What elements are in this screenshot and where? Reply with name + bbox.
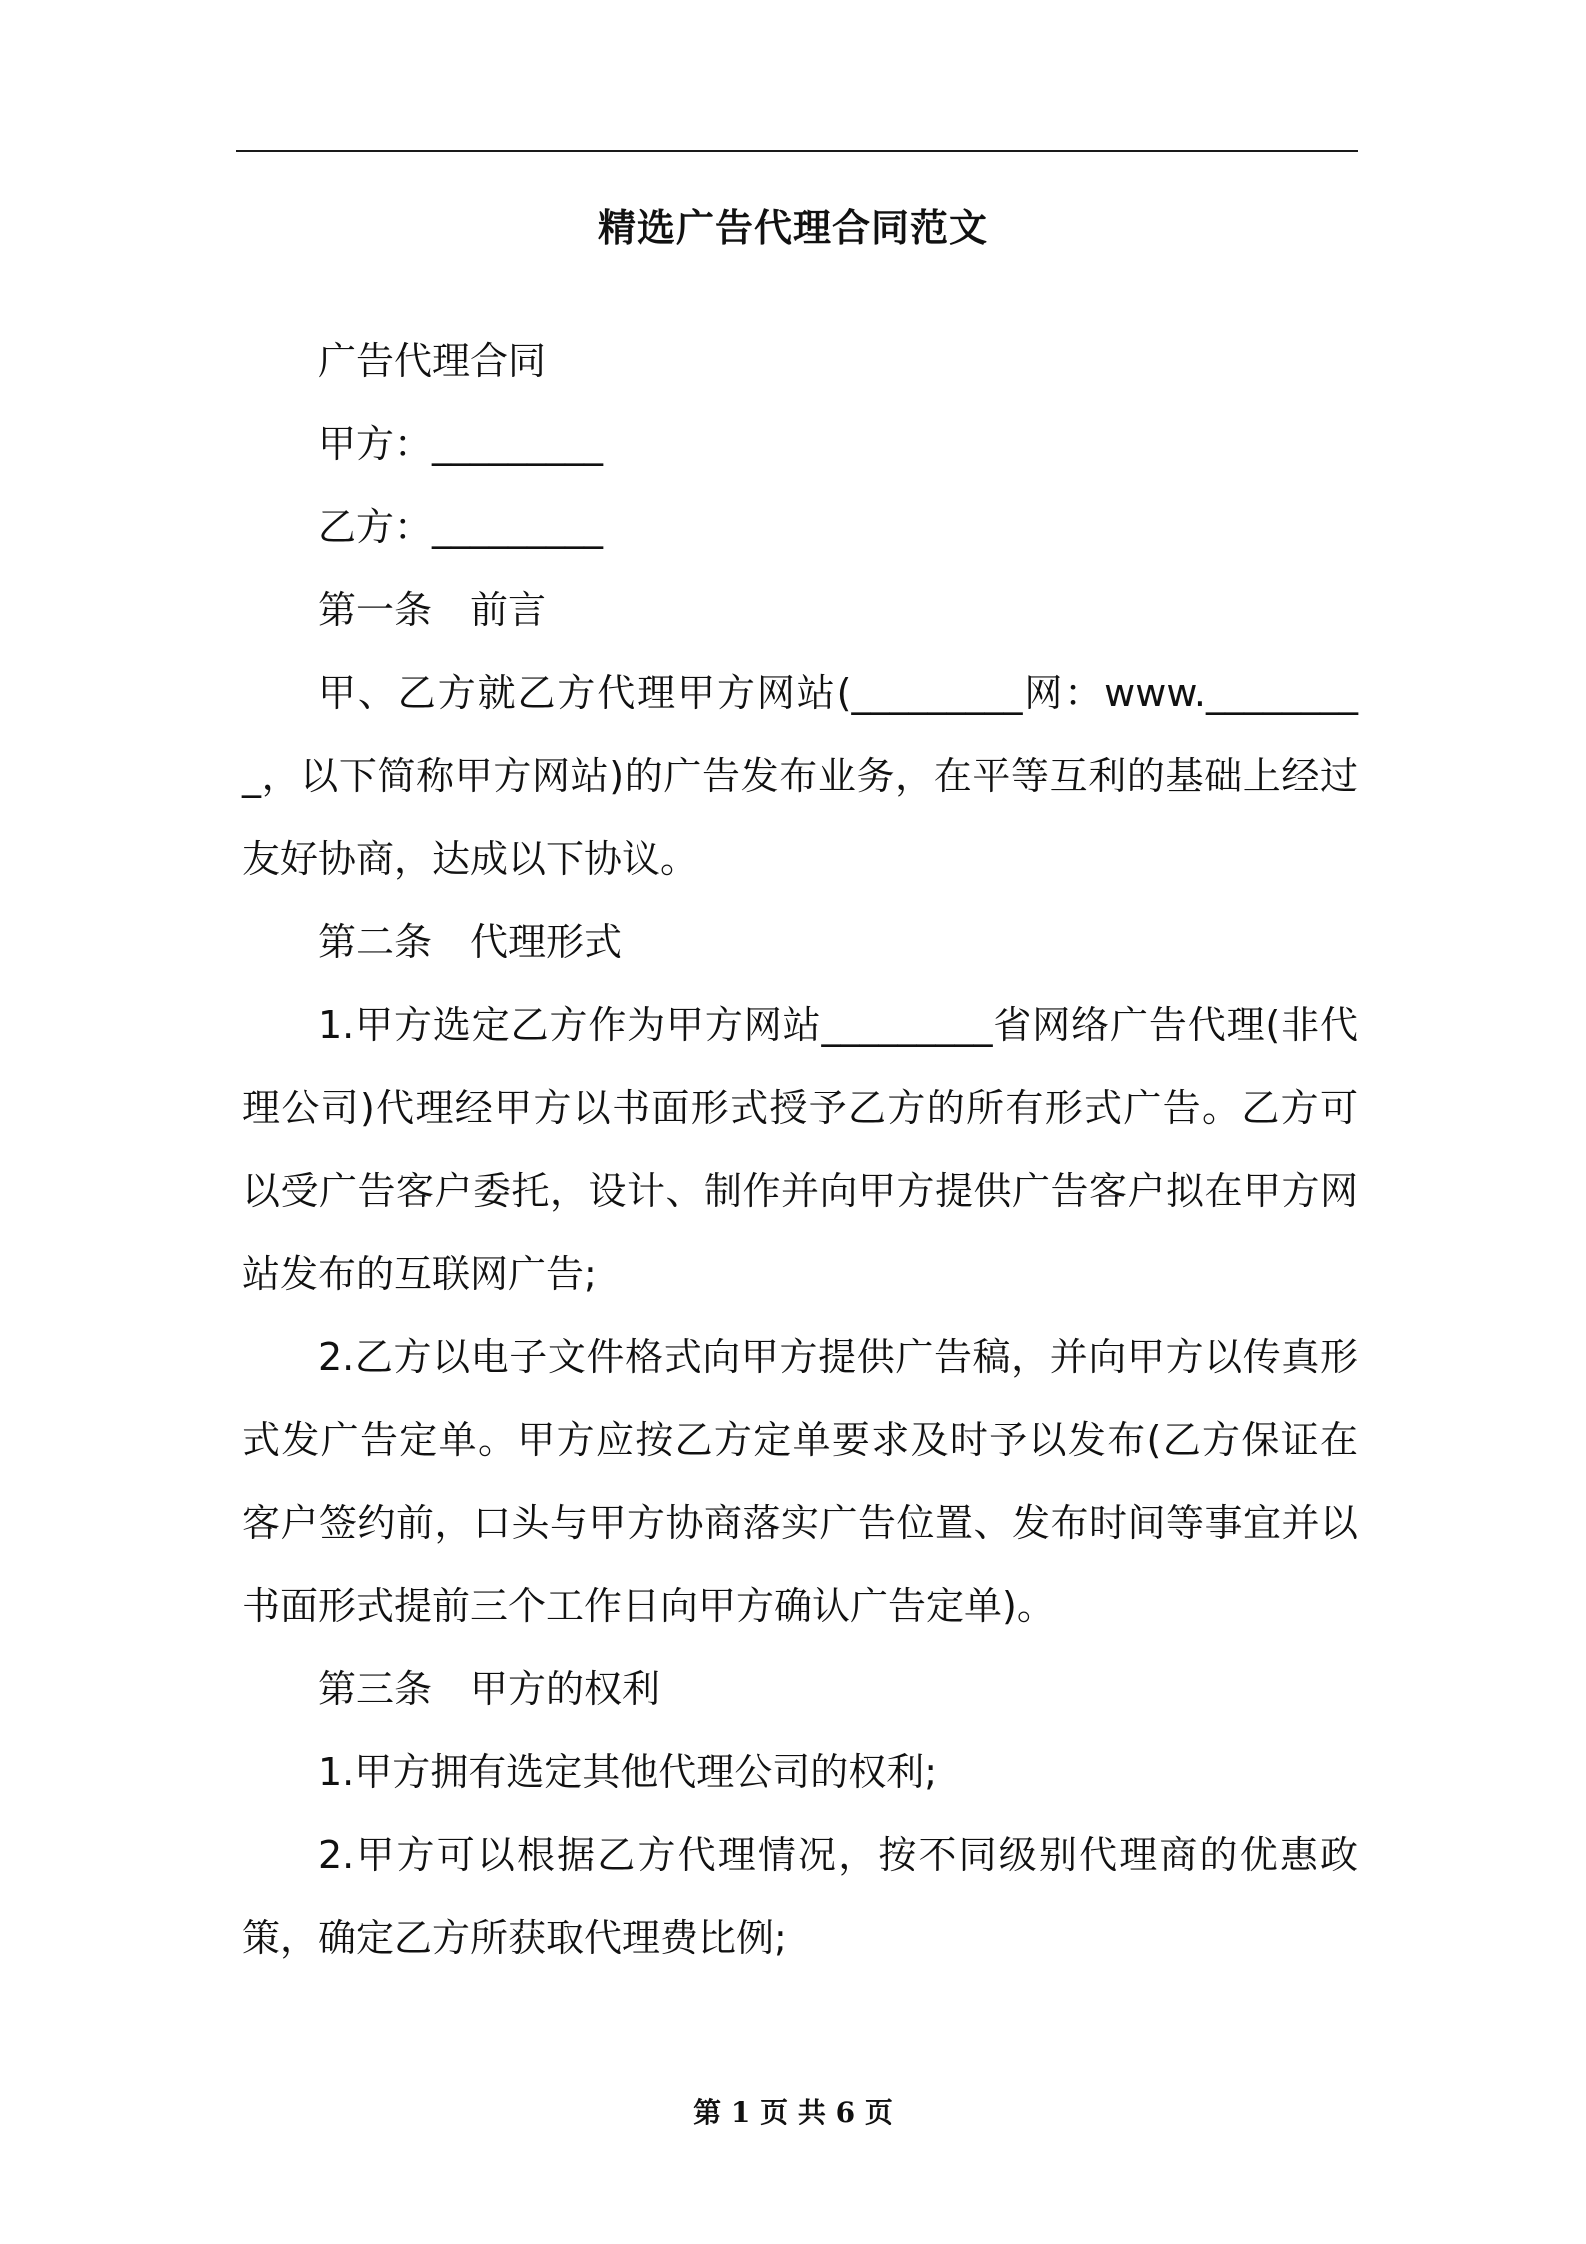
paragraph-article-1-body: 甲、乙方就乙方代理甲方网站(_________网：www._________，以下简称甲方网站)的广告发布业务，在平等互利的基础上经过友好协商，达成以下协议。: [242, 671, 1358, 881]
paragraph-article-2-item-1: 1.甲方选定乙方作为甲方网站_________省网络广告代理(非代理公司)代理经甲方以书面形式授予乙方的所有形式广告。乙方可以受广告客户委托，设计、制作并向甲方提供广告客户拟在甲方网站发布的互联网广告;: [242, 1003, 1358, 1296]
paragraph-article-3-heading: 第三条 甲方的权利: [318, 1667, 661, 1711]
paragraph-article-2-item-2: 2.乙方以电子文件格式向甲方提供广告稿，并向甲方以传真形式发广告定单。甲方应按乙方定单要求及时予以发布(乙方保证在客户签约前，口头与甲方协商落实广告位置、发布时间等事宜并以书面形式提前三个工作日向甲方确认广告定单)。: [242, 1335, 1359, 1628]
paragraph-contract-heading: 广告代理合同: [318, 339, 547, 383]
paragraph-article-2-heading: 第二条 代理形式: [318, 920, 623, 964]
paragraph-party-b: 乙方：_________: [318, 505, 604, 549]
page-footer: 第 1 页 共 6 页: [693, 2096, 893, 2129]
header-rule: [236, 150, 1358, 152]
paragraph-article-3-item-2: 2.甲方可以根据乙方代理情况，按不同级别代理商的优惠政策，确定乙方所获取代理费比例;: [242, 1833, 1358, 1960]
paragraph-party-a: 甲方：_________: [318, 422, 604, 466]
document-body: [242, 320, 1358, 1980]
paragraph-article-3-item-1: 1.甲方拥有选定其他代理公司的权利;: [318, 1750, 938, 1794]
document-title: 精选广告代理合同范文: [597, 206, 988, 250]
paragraph-article-1-heading: 第一条 前言: [318, 588, 547, 632]
